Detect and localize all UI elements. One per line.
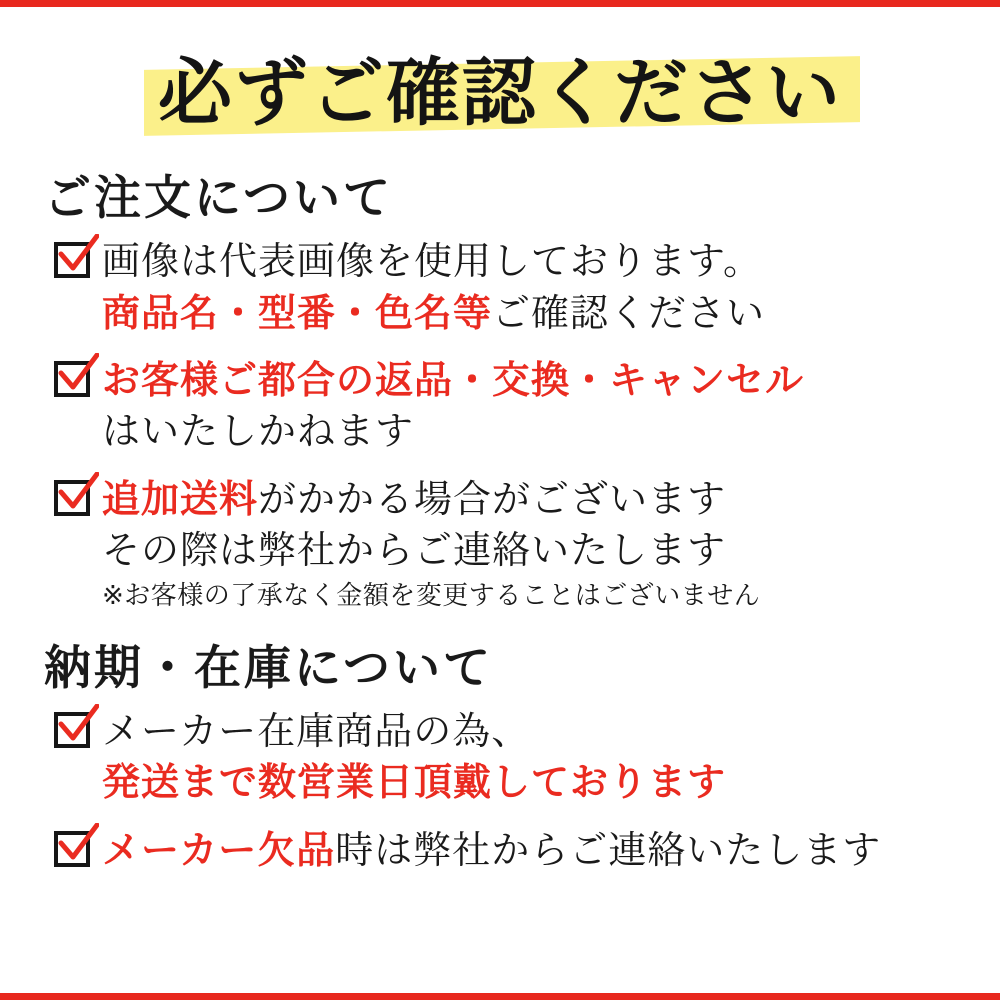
plain-text: がかかる場合がございます [258, 476, 727, 521]
section-delivery-stock [0, 637, 1000, 876]
list-item [44, 706, 956, 809]
list-item-line: はいたしかねます [102, 409, 415, 454]
checkbox-checked-icon [54, 361, 94, 401]
emphasis-text: 追加送料 [102, 476, 259, 521]
checkbox-checked-icon [54, 712, 94, 752]
list-item-line: 発送まで数営業日頂戴しております [102, 760, 727, 805]
list-item-line [102, 825, 956, 876]
checkbox-checked-icon [54, 480, 94, 520]
list-item [44, 474, 956, 615]
list-item-text [102, 825, 956, 876]
list-item [44, 355, 956, 458]
list-item-note: ※お客様の了承なく金額を変更することはございません [102, 581, 761, 612]
list-item-line: 画像は代表画像を使用しております。 [102, 239, 762, 284]
list-item-line: お客様ご都合の返品・交換・キャンセル [102, 358, 805, 403]
checkbox-checked-icon [54, 242, 94, 282]
plain-text: ご確認ください [492, 290, 766, 335]
list-item-text [102, 474, 956, 615]
list-item [44, 825, 956, 876]
list-item-text [102, 706, 956, 809]
section-heading-orders: ご注文について [44, 171, 394, 226]
page-title: 必ずご確認ください [158, 50, 842, 136]
list-item-line: その際は弊社からご連絡いたします [102, 527, 727, 572]
emphasis-text: 商品名・型番・色名等 [102, 290, 493, 335]
list-item-text [102, 236, 956, 339]
list-item-line [102, 288, 956, 339]
list-item-text [102, 355, 956, 458]
list-item [44, 236, 956, 339]
page-title-block [0, 41, 1000, 149]
plain-text: 時は弊社からご連絡いたします [335, 827, 882, 872]
section-heading-delivery: 納期・在庫について [44, 640, 494, 696]
section-orders [0, 167, 1000, 615]
list-item-line: メーカー在庫商品の為、 [102, 709, 531, 754]
list-item-line [102, 474, 956, 525]
emphasis-text: メーカー欠品 [102, 827, 336, 872]
checkbox-checked-icon [54, 831, 94, 871]
